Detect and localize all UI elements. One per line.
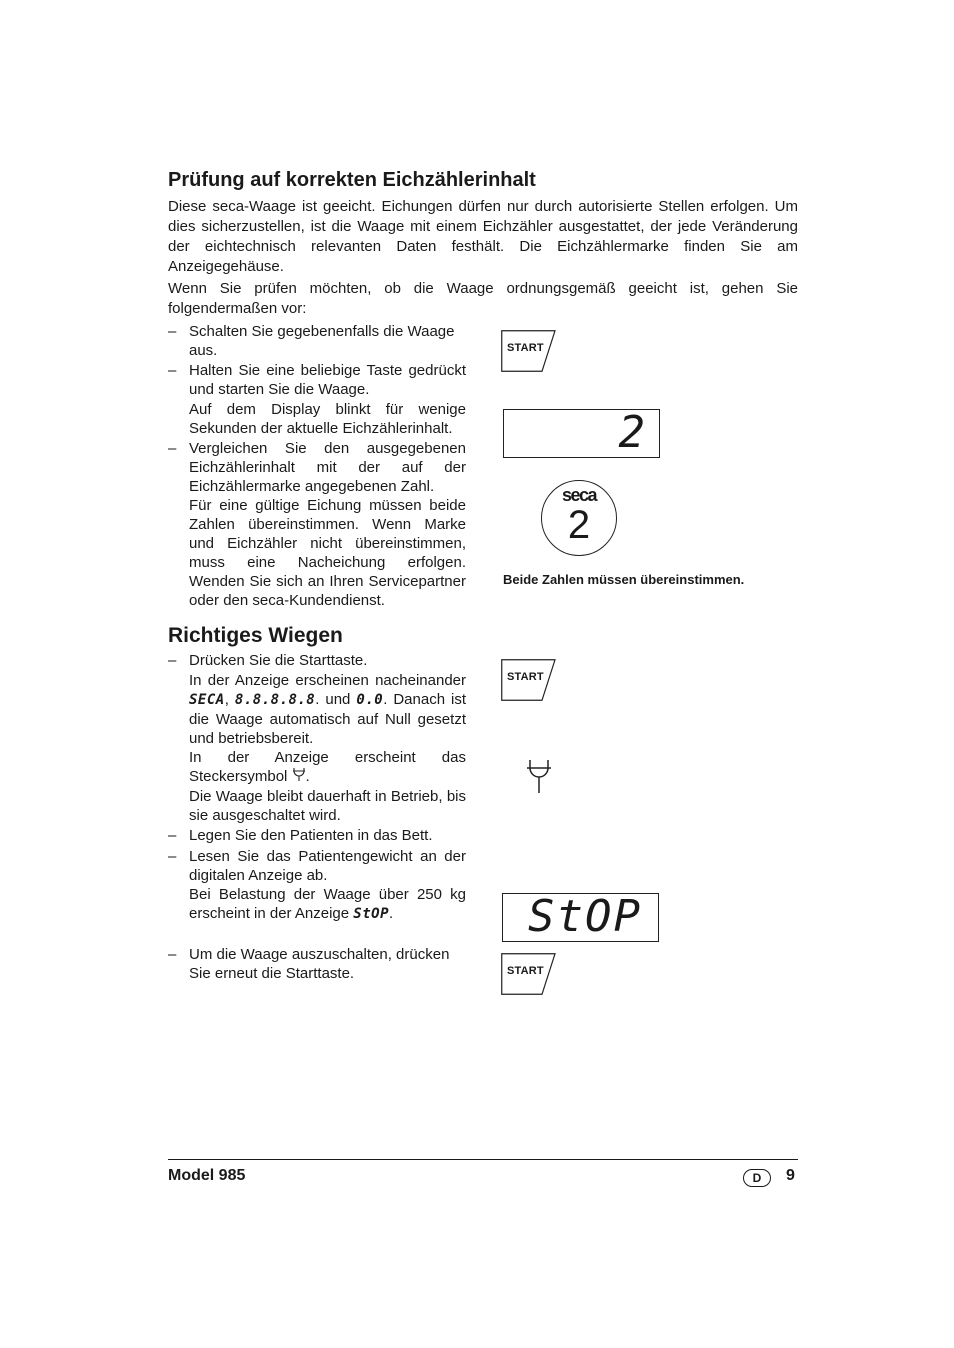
seg-zero: 0.0 xyxy=(356,692,384,708)
step-note: Für eine gültige Eichung müssen beide Zahlen übereinstimmen. Wenn Marke und Eichzähler nicht übereinstimmen, muss eine Nacheichung erfolgen. Wenden Sie sich an Ihren Servicepartner oder den seca-Kundendienst. xyxy=(189,497,466,609)
note-text: Bei Belastung der Waage über 250 kg erscheint in der Anzeige xyxy=(189,886,466,922)
note-text: . xyxy=(305,768,310,785)
note-text: In der Anzeige erscheint das Steckersymbol xyxy=(189,749,466,785)
step-text: Lesen Sie das Patientengewicht an der digitalen Anzeige ab. xyxy=(189,848,466,884)
seal-number: 2 xyxy=(567,503,591,547)
section-heading-calibration: Prüfung auf korrekten Eichzählerinhalt xyxy=(168,169,536,191)
start-button-illustration xyxy=(501,953,561,995)
display-stop: StOP xyxy=(528,891,642,942)
seg-stop: StOP xyxy=(353,906,389,922)
plug-symbol-icon xyxy=(525,758,553,794)
procedure-paragraph: Wenn Sie prüfen möchten, ob die Waage ordnungsgemäß geeicht ist, gehen Sie folgendermaßen vor: xyxy=(168,280,798,317)
step-note xyxy=(189,671,466,748)
list-dash: – xyxy=(168,827,177,844)
note-sep: , xyxy=(224,691,235,708)
note-sep: . und xyxy=(315,691,357,708)
step-text: Schalten Sie gegebenenfalls die Waage aus. xyxy=(189,323,455,359)
section-heading-weighing: Richtiges Wiegen xyxy=(168,624,343,647)
scale-display-stop xyxy=(502,893,659,942)
start-button-illustration xyxy=(501,330,561,372)
list-dash: – xyxy=(168,440,177,457)
step-text: Halten Sie eine beliebige Taste gedrückt und starten Sie die Waage. xyxy=(189,362,466,398)
list-dash: – xyxy=(168,946,177,963)
display-digit: 2 xyxy=(618,407,645,458)
start-button-illustration xyxy=(501,659,561,701)
list-dash: – xyxy=(168,652,177,669)
calibration-steps xyxy=(168,322,466,612)
note-text: In der Anzeige erscheinen nacheinander xyxy=(189,672,466,689)
step-text: Legen Sie den Patienten in das Bett. xyxy=(189,827,433,844)
plug-icon xyxy=(292,767,306,782)
language-badge: D xyxy=(743,1169,771,1187)
step-note: Auf dem Display blinkt für wenige Sekunden der aktuelle Eichzählerinhalt. xyxy=(189,401,466,437)
footer-rule xyxy=(168,1159,798,1160)
step-note xyxy=(189,748,466,786)
start-label: START xyxy=(507,671,544,683)
step-text: Drücken Sie die Starttaste. xyxy=(189,652,368,669)
scale-display xyxy=(503,409,660,458)
step-note: Die Waage bleibt dauerhaft in Betrieb, bis sie ausgeschaltet wird. xyxy=(189,788,466,824)
start-label: START xyxy=(507,342,544,354)
step-note xyxy=(189,885,466,924)
note-text: . xyxy=(389,905,394,922)
step-text: Vergleichen Sie den ausgegebenen Eichzählerinhalt mit der auf der Eichzählermarke angegebenen Zahl. xyxy=(189,440,466,495)
list-dash: – xyxy=(168,848,177,865)
step-text: Um die Waage auszuschalten, drücken Sie erneut die Starttaste. xyxy=(189,946,450,982)
start-label: START xyxy=(507,965,544,977)
seal-brand: seca xyxy=(561,485,597,505)
list-dash: – xyxy=(168,323,177,340)
model-name: Model 985 xyxy=(168,1167,246,1184)
seg-eights: 8.8.8.8.8 xyxy=(234,692,316,708)
figure-caption: Beide Zahlen müssen übereinstimmen. xyxy=(503,572,745,587)
list-dash: – xyxy=(168,362,177,379)
seg-seca: SECA xyxy=(189,692,225,708)
intro-paragraph: Diese seca-Waage ist geeicht. Eichungen dürfen nur durch autorisierte Stellen erfolgen. Um dies sicherzustellen, ist die Waage mit einem Eichzähler ausgestattet, der jede Veränderung der eichtechnisch relevanten Daten festhält. Die Eichzählermarke finden Sie am Anzeigegehäuse. xyxy=(168,198,798,275)
note-text: . Danach ist die Waage automatisch auf Null gesetzt und betriebsbereit. xyxy=(189,691,467,747)
page-number: 9 xyxy=(786,1167,795,1184)
weighing-steps xyxy=(168,651,466,986)
calibration-seal xyxy=(541,480,617,556)
